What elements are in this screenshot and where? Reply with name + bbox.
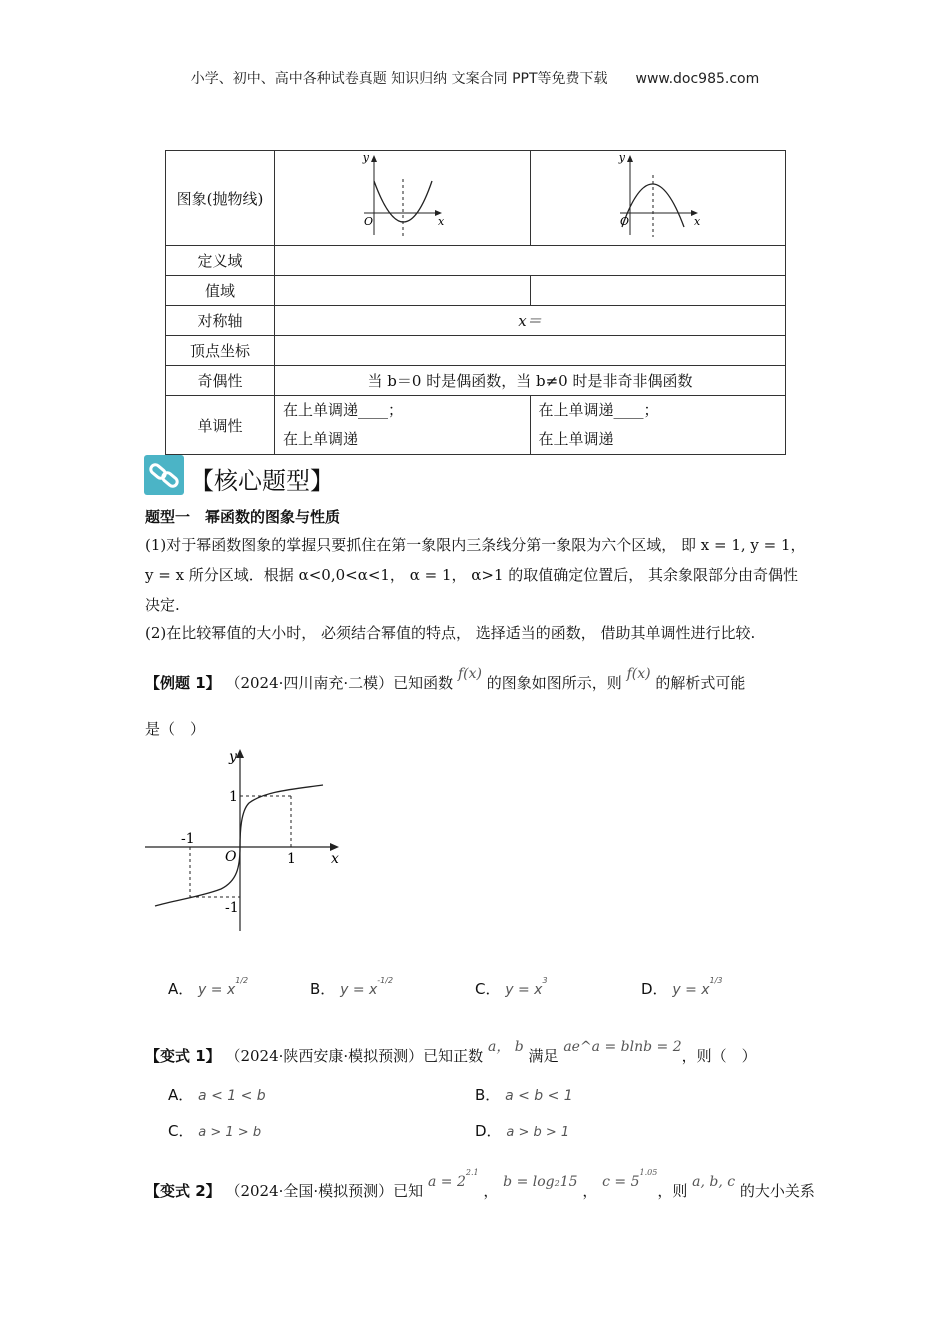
table-row <box>166 246 786 276</box>
variant-1-source: （2024·陕西安康·模拟预测） <box>225 1047 424 1065</box>
page-header <box>0 68 950 88</box>
option-exp: 3 <box>542 976 548 985</box>
monotonic-left <box>275 396 531 455</box>
table-row <box>166 151 786 246</box>
option-base: y = x <box>505 982 543 998</box>
quadratic-function-table <box>165 150 786 455</box>
variant-2-b-expr <box>503 1174 577 1190</box>
option-expr: a < b < 1 <box>505 1088 573 1104</box>
row-label-axis: 对称轴 <box>166 306 275 336</box>
variant-1-option-b[interactable] <box>475 1084 573 1105</box>
parity-value: 当 b＝0 时是偶函数，当 b≠0 时是非奇非偶函数 <box>275 366 786 396</box>
variant-2-text-c: 的大小关系 <box>739 1182 815 1200</box>
variant-1-text-b: 满足 <box>528 1047 559 1065</box>
variant-2-comma-2: ， <box>582 1182 598 1200</box>
range-value-left <box>275 276 531 306</box>
graph2-x-label: x <box>693 215 700 228</box>
variant-2-comma-1: ， <box>483 1182 499 1200</box>
option-key: C． <box>168 1122 194 1140</box>
option-exp: -1/2 <box>377 976 394 985</box>
section-title: 【核心题型】 <box>190 467 334 495</box>
variant-2-label: 【变式 2】 <box>145 1182 221 1200</box>
type1-title: 题型一 幂函数的图象与性质 <box>145 508 341 526</box>
ex1-graph-x-neg-one: -1 <box>181 831 195 847</box>
variant-1-option-d[interactable] <box>475 1120 569 1141</box>
variant-1-text-c: ，则（ ） <box>681 1047 757 1065</box>
example-1-source: （2024·四川南充·二模） <box>225 674 394 692</box>
graph2-origin-label: O <box>619 215 629 228</box>
example-1-text-a: 已知函数 <box>393 674 454 692</box>
ex1-graph-x-label: x <box>331 851 339 867</box>
example-1-fx-2: f(x) <box>626 666 651 682</box>
example-1-text-d: 是（ ） <box>145 720 206 738</box>
option-expr: a > b > 1 <box>506 1125 570 1140</box>
graph-x-label: x <box>438 215 445 228</box>
a-expr-exp: 2.1 <box>465 1168 479 1177</box>
table-row <box>166 366 786 396</box>
row-label-graph: 图象(抛物线) <box>166 151 275 246</box>
range-value-right <box>530 276 786 306</box>
link-icon <box>144 455 184 495</box>
graph-y-label: y <box>363 151 370 164</box>
example-1-option-b[interactable] <box>310 976 393 999</box>
option-key: D． <box>475 1122 502 1140</box>
option-key: C． <box>475 980 501 998</box>
option-base: y = x <box>672 982 710 998</box>
row-label-monotonic: 单调性 <box>166 396 275 455</box>
domain-value <box>275 246 786 276</box>
a-expr-base: a = 2 <box>427 1174 466 1190</box>
type1-paragraph-1: (1)对于幂函数图象的掌握只要抓住在第一象限内三条线分第一象限为六个区域， 即 x = 1, y = 1， y = x 所分区域．根据 α<0,0<α<1， α = 1， α>1 的取值确定位置后， 其余象限部分由奇偶性决定. <box>145 536 806 614</box>
example-1-graph <box>145 745 355 935</box>
variant-2-c-expr <box>602 1168 658 1190</box>
variant-1-question <box>145 1036 757 1066</box>
option-key: D． <box>641 980 668 998</box>
header-text: 小学、初中、高中各种试卷真题 知识归纳 文案合同 PPT等免费下载 <box>190 71 608 87</box>
example-1-option-c[interactable] <box>475 976 548 999</box>
variant-1-text-a: 已知正数 <box>423 1047 484 1065</box>
graph-cell-upward <box>275 151 531 246</box>
variant-2-a-expr <box>427 1168 479 1190</box>
table-row <box>166 306 786 336</box>
row-label-parity: 奇偶性 <box>166 366 275 396</box>
variant-1-option-c[interactable] <box>168 1120 261 1141</box>
option-exp: 1/3 <box>709 976 723 985</box>
variant-2-question <box>145 1168 815 1201</box>
ex1-graph-x-one: 1 <box>287 851 296 867</box>
c-expr-base: c = 5 <box>602 1174 640 1190</box>
variant-2-text-b: ，则 <box>657 1182 688 1200</box>
option-expr: a > 1 > b <box>198 1125 262 1140</box>
c-expr-exp: 1.05 <box>639 1168 658 1177</box>
downward-parabola-graph <box>608 151 708 241</box>
ex1-graph-y-neg-one: -1 <box>225 900 239 916</box>
axis-value: x＝ <box>275 306 786 336</box>
vertex-value <box>275 336 786 366</box>
option-expr: a < 1 < b <box>198 1088 266 1104</box>
option-key: A． <box>168 980 194 998</box>
variant-2-source: （2024·全国·模拟预测） <box>225 1182 394 1200</box>
row-label-vertex: 顶点坐标 <box>166 336 275 366</box>
example-1-label: 【例题 1】 <box>145 674 221 692</box>
example-1-question <box>145 666 745 693</box>
upward-parabola-graph <box>352 151 452 241</box>
example-1-option-d[interactable] <box>641 976 722 999</box>
monotonic-right-line2: 在上单调递 <box>538 430 614 448</box>
monotonic-right-line1: 在上单调递____； <box>538 401 659 419</box>
variant-1-label: 【变式 1】 <box>145 1047 221 1065</box>
option-base: y = x <box>340 982 378 998</box>
b-expr-base: b = log <box>503 1174 555 1190</box>
example-1-fx-1: f(x) <box>457 666 482 682</box>
table-row <box>166 276 786 306</box>
variant-1-vars: a， b <box>487 1039 524 1055</box>
ex1-graph-y-one: 1 <box>229 789 238 805</box>
graph2-y-label: y <box>618 151 625 164</box>
ex1-graph-origin: O <box>225 849 237 865</box>
row-label-range: 值域 <box>166 276 275 306</box>
option-key: A． <box>168 1086 194 1104</box>
header-url[interactable]: www.doc985.com <box>635 71 760 87</box>
b-expr-sub: 2 <box>554 1179 560 1188</box>
example-1-option-a[interactable] <box>168 976 248 999</box>
table-row <box>166 336 786 366</box>
graph-origin-label: O <box>364 215 374 228</box>
variant-2-vars: a, b, c <box>692 1174 736 1190</box>
variant-1-option-a[interactable] <box>168 1084 266 1105</box>
b-expr-tail: 15 <box>559 1174 578 1190</box>
option-key: B． <box>310 980 336 998</box>
example-1-text-c: 的解析式可能 <box>655 674 746 692</box>
option-key: B． <box>475 1086 501 1104</box>
monotonic-left-line1: 在上单调递____； <box>283 401 404 419</box>
table-row <box>166 396 786 455</box>
monotonic-left-line2: 在上单调递 <box>283 430 359 448</box>
variant-1-condition: ae^a = blnb = 2 <box>563 1039 682 1055</box>
option-base: y = x <box>198 982 236 998</box>
ex1-graph-y-label: y <box>229 749 237 765</box>
monotonic-right <box>530 396 786 455</box>
example-1-text-b: 的图象如图所示，则 <box>486 674 622 692</box>
graph-cell-downward <box>530 151 786 246</box>
row-label-domain: 定义域 <box>166 246 275 276</box>
variant-2-text-a: 已知 <box>393 1182 424 1200</box>
type1-paragraph-2: (2)在比较幂值的大小时， 必须结合幂值的特点， 选择适当的函数， 借助其单调性进行比较. <box>145 624 756 642</box>
option-exp: 1/2 <box>235 976 249 985</box>
